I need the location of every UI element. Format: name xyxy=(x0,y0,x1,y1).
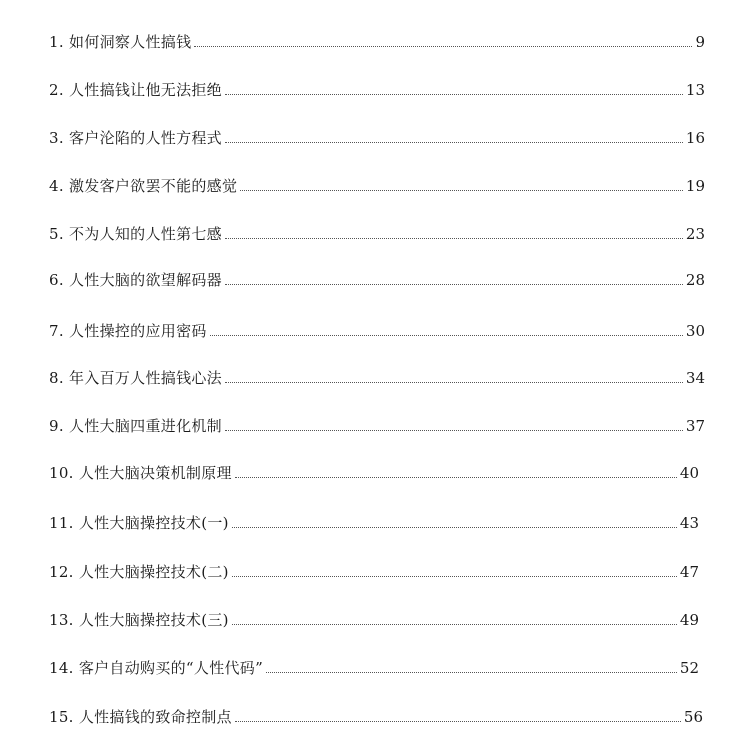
toc-entry-page: 34 xyxy=(685,369,705,387)
dot-leader xyxy=(232,527,677,528)
toc-entry-page: 47 xyxy=(679,563,699,581)
dot-leader xyxy=(225,284,683,285)
toc-entry-title: 2. 人性搞钱让他无法拒绝 xyxy=(49,81,222,99)
toc-entry[interactable] xyxy=(49,76,705,100)
toc-entry-title: 13. 人性大脑操控技术(三) xyxy=(49,611,229,629)
toc-entry-page: 43 xyxy=(679,514,699,532)
toc-entry[interactable] xyxy=(49,606,699,630)
toc-entry-title: 5. 不为人知的人性第七感 xyxy=(49,225,222,243)
toc-entry-page: 49 xyxy=(679,611,699,629)
toc-entry[interactable] xyxy=(49,266,705,290)
dot-leader xyxy=(235,477,677,478)
toc-entry-title: 8. 年入百万人性搞钱心法 xyxy=(49,369,222,387)
toc-entry[interactable] xyxy=(49,124,705,148)
toc-entry-page: 16 xyxy=(685,129,705,147)
toc-entry[interactable] xyxy=(49,509,699,533)
toc-entry-title: 11. 人性大脑操控技术(一) xyxy=(49,514,229,532)
toc-entry-page: 19 xyxy=(685,177,705,195)
toc-entry-page: 13 xyxy=(685,81,705,99)
toc-entry-page: 56 xyxy=(683,708,703,726)
dot-leader xyxy=(232,576,677,577)
toc-entry[interactable] xyxy=(49,172,705,196)
dot-leader xyxy=(240,190,683,191)
dot-leader xyxy=(225,382,683,383)
dot-leader xyxy=(232,624,677,625)
toc-entry-title: 15. 人性搞钱的致命控制点 xyxy=(49,708,232,726)
toc-entry-page: 9 xyxy=(695,33,705,51)
toc-entry-title: 12. 人性大脑操控技术(二) xyxy=(49,563,229,581)
toc-entry[interactable] xyxy=(49,654,699,678)
toc-entry-title: 1. 如何洞察人性搞钱 xyxy=(49,33,192,51)
toc-entry-title: 7. 人性操控的应用密码 xyxy=(49,322,207,340)
dot-leader xyxy=(235,721,681,722)
toc-entry-title: 4. 激发客户欲罢不能的感觉 xyxy=(49,177,238,195)
toc-entry[interactable] xyxy=(49,220,705,244)
toc-entry-title: 14. 客户自动购买的“人性代码” xyxy=(49,659,264,677)
toc-entry-title: 3. 客户沦陷的人性方程式 xyxy=(49,129,222,147)
dot-leader xyxy=(225,94,683,95)
dot-leader xyxy=(210,335,683,336)
toc-entry-page: 23 xyxy=(685,225,705,243)
toc-entry-title: 10. 人性大脑决策机制原理 xyxy=(49,464,232,482)
toc-entry-page: 30 xyxy=(685,322,705,340)
toc-entry-page: 28 xyxy=(685,271,705,289)
dot-leader xyxy=(225,238,683,239)
toc-entry[interactable] xyxy=(49,703,703,727)
toc-entry-title: 6. 人性大脑的欲望解码器 xyxy=(49,271,222,289)
toc-entry[interactable] xyxy=(49,317,705,341)
toc-entry-page: 52 xyxy=(679,659,699,677)
toc-entry[interactable] xyxy=(49,558,699,582)
toc-entry[interactable] xyxy=(49,459,699,483)
toc-entry[interactable] xyxy=(49,364,705,388)
toc-entry-page: 40 xyxy=(679,464,699,482)
dot-leader xyxy=(225,430,683,431)
dot-leader xyxy=(266,672,677,673)
toc-entry[interactable] xyxy=(49,412,705,436)
dot-leader xyxy=(225,142,683,143)
toc-entry-title: 9. 人性大脑四重进化机制 xyxy=(49,417,222,435)
dot-leader xyxy=(194,46,692,47)
toc-entry[interactable] xyxy=(49,28,705,52)
toc-entry-page: 37 xyxy=(685,417,705,435)
